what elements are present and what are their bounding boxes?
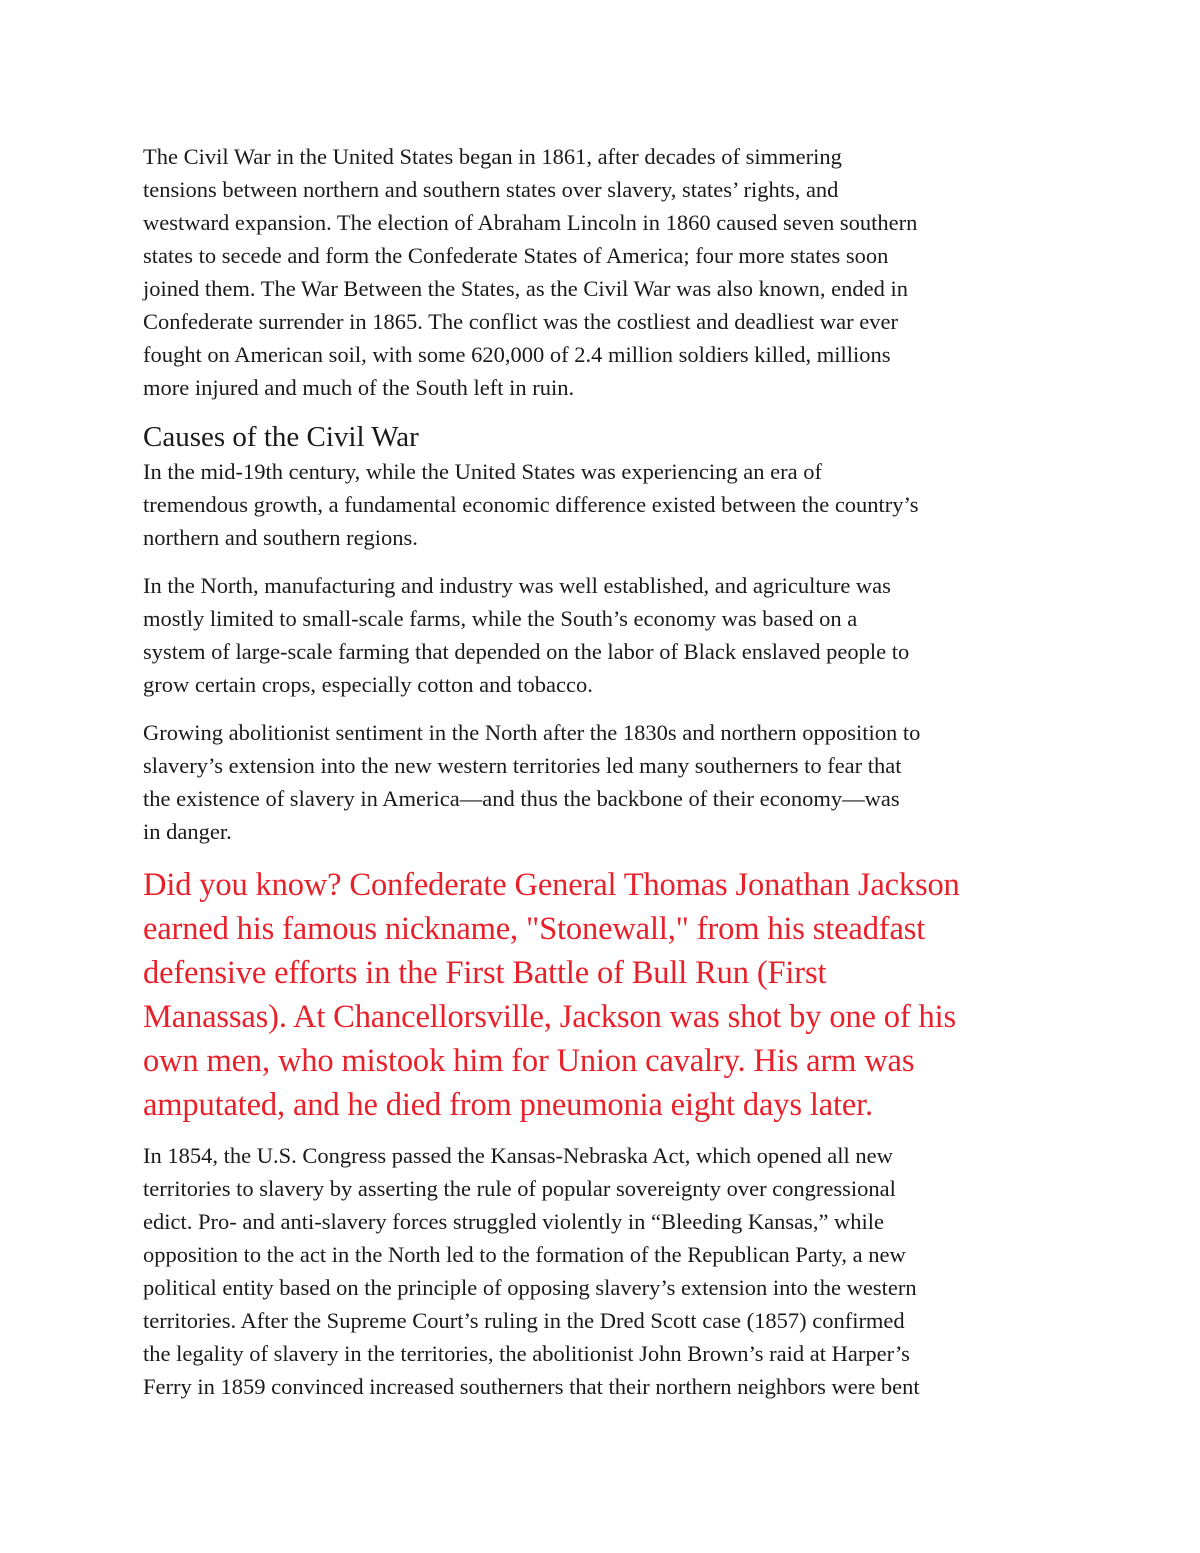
section-heading: Causes of the Civil War: [143, 421, 419, 453]
did-you-know-callout: Did you know? Confederate General Thomas Jonathan Jackson earned his famous nickname, "Stonewall," from his steadfast defensive efforts in the First Battle of Bull Run (First Manassas). At Chancellorsville, Jackson was shot by one of his own men, who mistook him for Union cavalry. His arm was amputated, and he died from pneumonia eight days later.: [143, 867, 960, 1123]
body-paragraph-3: Growing abolitionist sentiment in the North after the 1830s and northern opposition to slavery’s extension into the new western territories led many southerners to fear that the existence of slavery in America—and thus the backbone of their economy—was in danger.: [143, 720, 921, 844]
body-paragraph-1: In the mid-19th century, while the United States was experiencing an era of tremendous growth, a fundamental economic difference existed between the country’s northern and southern regions.: [143, 459, 919, 550]
document-page: [143, 140, 1063, 1418]
closing-paragraph: In 1854, the U.S. Congress passed the Kansas-Nebraska Act, which opened all new territories to slavery by asserting the rule of popular sovereignty over congressional edict. Pro- and anti-slavery forces struggled violently in “Bleeding Kansas,” while opposition to the act in the North led to the formation of the Republican Party, a new political entity based on the principle of opposing slavery’s extension into the western territories. After the Supreme Court’s ruling in the Dred Scott case (1857) confirmed the legality of slavery in the territories, the abolitionist John Brown’s raid at Harper’s Ferry in 1859 convinced increased southerners that their northern neighbors were bent: [143, 1143, 920, 1399]
body-paragraph-2: In the North, manufacturing and industry was well established, and agriculture was mostly limited to small-scale farms, while the South’s economy was based on a system of large-scale farming that depended on the labor of Black enslaved people to grow certain crops, especially cotton and tobacco.: [143, 573, 910, 697]
intro-paragraph: The Civil War in the United States began in 1861, after decades of simmering tensions between northern and southern states over slavery, states’ rights, and westward expansion. The election of Abraham Lincoln in 1860 caused seven southern states to secede and form the Confederate States of America; four more states soon joined them. The War Between the States, as the Civil War was also known, ended in Confederate surrender in 1865. The conflict was the costliest and deadliest war ever fought on American soil, with some 620,000 of 2.4 million soldiers killed, millions more injured and much of the South left in ruin.: [143, 144, 918, 400]
